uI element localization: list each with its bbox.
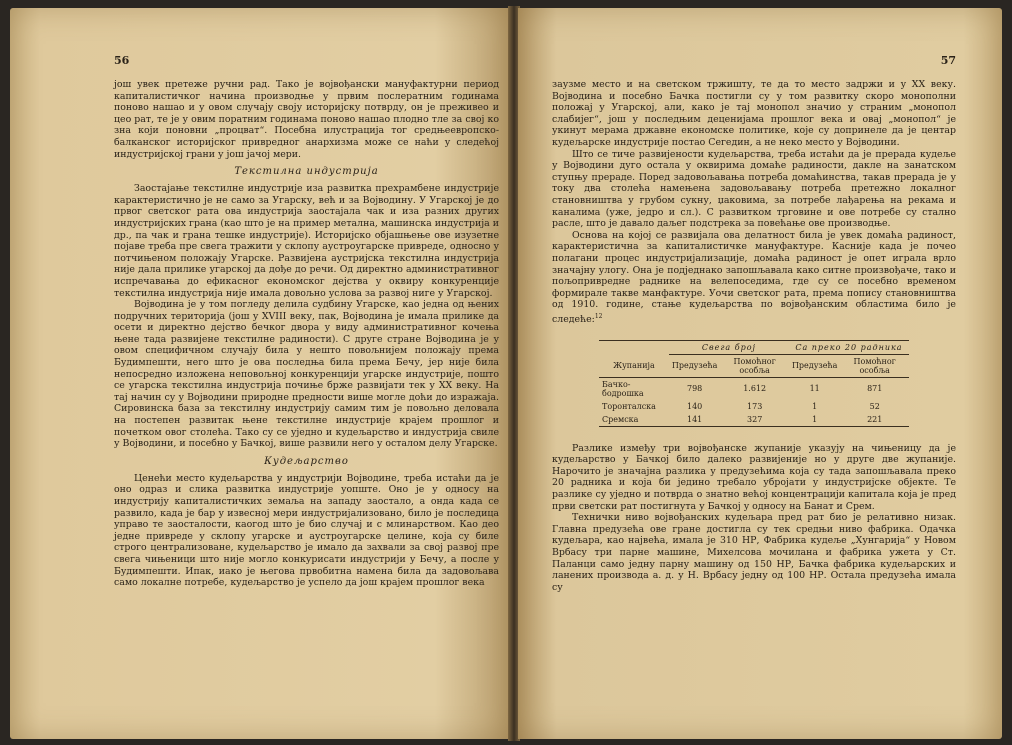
paragraph: заузме место и на светском тржишту, те да то место задржи и у XX веку. Војводина и посебно Бачка постигли су у том развитку скоро монополни положај у Угарској, али, како је тај монопол значио у страним „монопол слабијег“, још у последњим деценијама прошлог века и овај „монопол“ је укинут мерама државне економске политике, које су допринеле да је центар кудељарске индустрије постао Сегедин, а не неко место у Војводини.: [552, 79, 956, 148]
table-cell: 1.612: [743, 384, 767, 394]
table-cell: 11: [809, 384, 820, 394]
paragraph: Заостајање текстилне индустрије иза развитка прехрамбене индустрије карактеристично је не само за Угарску, већ и за Војводину. У Угарској је до првог светског рата ова индустрија заостајала чак и иза разних других индустријских грана (као што је на пример метална, машинска индустрија и др., па чак и грана тешке индустрије). Историјско објашњење ове изузетне појаве треба пре свега тражити у склопу аустроугарске привреде, односно у потчињеном положају Угарске. Развијена аустријска текстилна индустрија није дала прилике угарској да дође до речи. Од директно административног испречавања до ефикасног економског дејства у оквиру конкуренције текстилна индустрија није имала довољно услова за развој ниге у Угарској.: [114, 183, 499, 299]
right-page-content: [552, 54, 956, 593]
footnote-ref: 12: [594, 312, 603, 320]
table-column-header: Предузећа: [789, 354, 840, 377]
section-heading: Кудељарство: [264, 455, 349, 467]
page-number: 56: [114, 54, 130, 67]
paragraph: још увек претеже ручни рад. Тако је војвођански мануфактурни период капиталистичког начина производње у првим послератним годинама поново нашао и у овом случају своју историјску потврду, он је преживео и цео рат, те је у овим поратним годинама поново нашао плодно тле за свој ко зна који поновни „процват“. Посебна илустрација тог средњеевропско-балканског историјског привредног анархизма може се наћи у следећој индустријској грани у још јачој мери.: [114, 79, 499, 160]
paragraph: Војводина је у том погледу делила судбину Угарске, као једна од њених подручних територија (још у XVIII веку, пак, Војводина је имала прилике да осети и директно дејство бечког двора у виду административног кочења њене тада развијене текстилне радиности). С друге стране Војводина је у овом специфичном случају била у нешто повољнијем положају према Будимпешти, него што је ова последња била према Бечу, јер није била непосредно изложена неповољној конкуренцији угарске индустрије, пошто се угарска текстилна индустрија почиње брже развијати тек у XX веку. На тај начин су у Војводини природне предности више могле доћи до изражаја. Сировинска база за текстилну индустрију самим тим је повољно деловала на постепен развитак њене текстилне индустрије крајем прошлог и почетком овог столећа. Тако су се уједно и кудељарство и индустрија свиле у Војводини, и посебно у Бачкој, више развили него у осталом делу Угарске.: [114, 299, 499, 450]
paragraph-text: Основа на којој се развијала ова делатност била је увек домаћа радиност, карактеристична за капиталистичке мануфактуре. Касније када је почео полагани процес индустријализације, домаћа радиност је опет играла врло значајну улогу. Она је подједнако запошљавала како ситне произвођаче, тако и пољопривредне раднике на велепоседима, где су се посебно временом формирале такве манфактуре. Уочи светског рата, према попису становништва од 1910. године, стање кудељарства по војвођанским областима било је следеће:: [552, 229, 956, 325]
table-cell: 141: [686, 414, 703, 424]
right-page: [518, 8, 1002, 739]
table-group-header: Свега број: [669, 340, 789, 354]
paragraph: [552, 230, 956, 326]
table-cell: 871: [867, 384, 883, 394]
table-column-header: Жупанија: [599, 354, 669, 377]
table-cell: Сремска: [602, 414, 639, 424]
table-cell: 798: [686, 384, 703, 394]
table-cell: 52: [869, 401, 880, 411]
table-cell: 221: [867, 414, 883, 424]
page-number: 57: [940, 54, 956, 67]
table-group-header: Са преко 20 радника: [789, 340, 909, 354]
table-column-header: Предузећа: [669, 354, 720, 377]
statistics-table: [599, 340, 909, 427]
table-column-header: Помоћног особља: [840, 354, 909, 377]
table-cell: 1: [812, 414, 818, 424]
table-cell: Торонталска: [602, 401, 656, 411]
table-cell: 327: [747, 414, 763, 424]
table-cell: 173: [747, 401, 763, 411]
paragraph: Технички ниво војвођанских кудељара пред рат био је релативно низак. Главна предузећа ове гране достигла су тек средњи ниво фабрика. Одачка кудељара, као највећа, имала је 310 НР, Фабрика кудеље „Хунгарија“ у Новом Врбасу три парне машине, Михелсова мочилана и фабрика ужета у Ст. Паланци само једну парну машину од 150 НР, Бачка фабрика кудељарских и ланених производа а. д. у Н. Врбасу једну од 100 НР. Остала предузећа имала су: [552, 512, 956, 593]
table-row: [599, 400, 909, 413]
table-cell: 140: [686, 401, 703, 411]
table-row: [599, 413, 909, 427]
table-header-empty: [599, 340, 669, 354]
section-heading: Текстилна индустрија: [234, 166, 379, 178]
table-column-header: Помоћног особља: [720, 354, 789, 377]
paragraph: Ценећи место кудељарства у индустрији Војводине, треба истаћи да је оно одраз и слика развитка индустрије уопште. Оно је у односу на индустрију капиталистичких земаља на западу заостало, а онда када се развило, када је бар у извесној мери индустријализовано, било је последица управо те заосталости, каогод што је био случај и с млинарством. Као део једне привреде у склопу угарске и аустроугарске целине, која су биле строго централизоване, кудељарство је имало да захвали за свој развој пре свега чињеници што није могло конкурисати индустрији у Бечу, а после у Будимпешти. Ипак, иако је његова првобитна намена била да задовољава само локалне потребе, кудељарство је успело да још крајем прошлог века: [114, 472, 499, 589]
table-cell: 1: [812, 401, 818, 411]
paragraph: Што се тиче развијености кудељарства, треба истаћи да је прерада кудеље у Војводини дуго остала у оквирима домаће радиности, дакле на занатском ступњу прераде. Поред задовољавања потреба домаћинства, такав прерада је у току два столећа намењена задовољавању потреба претежно локалног становништва у грубом сукну, џаковима, за потребе лађарења на рекама и каналима (уже, једро и сл.). С развитком трговине и ове потребе су стално расле, што је давало даљег подстрека за повећање ове производње.: [552, 148, 956, 230]
paragraph: Разлике између три војвођанске жупаније указују на чињеницу да је кудељарство у Бачкој било далеко развијеније но у друге две жупаније. Нарочито је значајна разлика у предузећима која су тада запошљавала преко 20 радника и која би једино требало убројати у индустријске објекте. Те разлике су уједно и потврда о знатно већој концентрацији капитала која је пред први светски рат постигнута у Бачкој у односу на Банат и Срем.: [552, 442, 956, 512]
left-page-content: [114, 54, 499, 589]
table-row: [599, 377, 909, 400]
table-cell: Бачко-бодрошка: [602, 379, 644, 398]
left-page: [10, 8, 510, 739]
